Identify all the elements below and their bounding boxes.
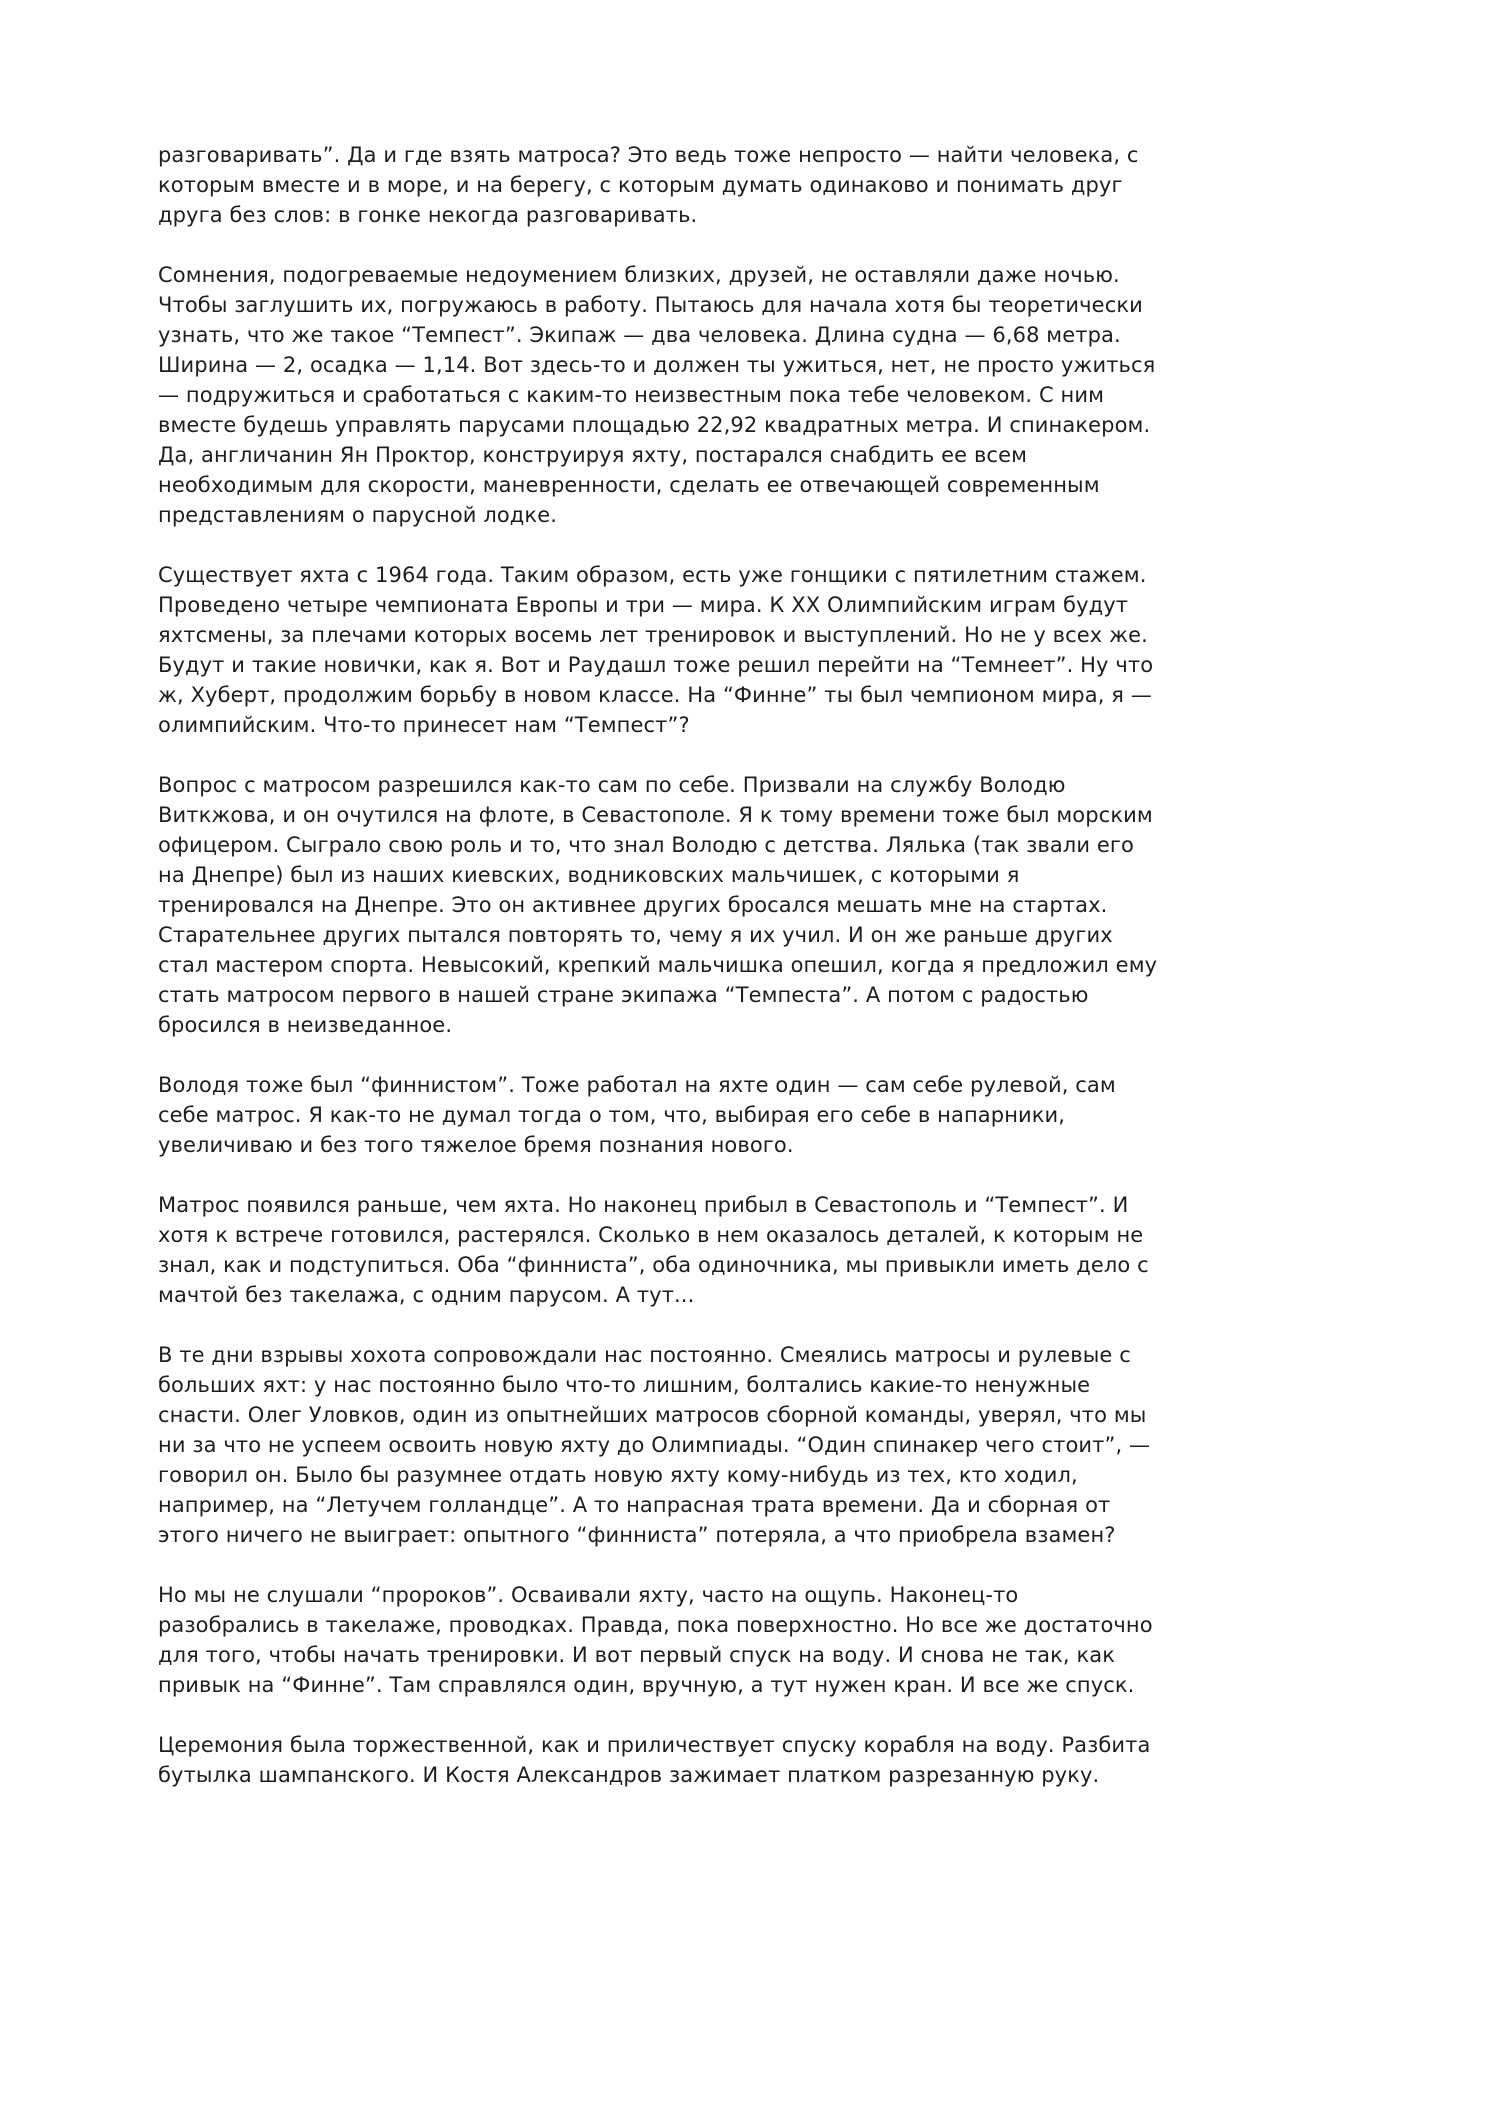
text-line: привык на “Финне”. Там справлялся один, вручную, а тут нужен кран. И все же спуск.	[158, 1673, 1135, 1697]
text-line: говорил он. Было бы разумнее отдать новую яхту кому-нибудь из тех, кто ходил,	[158, 1463, 1078, 1487]
paragraph	[158, 770, 1418, 1040]
text-line: узнать, что же такое “Темпест”. Экипаж — два человека. Длина судна — 6,68 метра.	[158, 323, 1121, 347]
text-line: стать матросом первого в нашей стране экипажа “Темпеста”. А потом с радостью	[158, 983, 1089, 1007]
text-line: вместе будешь управлять парусами площадью 22,92 квадратных метра. И спинакером.	[158, 413, 1151, 437]
text-line: Старательнее других пытался повторять то, чему я их учил. И он же раньше других	[158, 923, 1113, 947]
paragraph	[158, 260, 1418, 530]
paragraph	[158, 140, 1418, 230]
text-line: себе матрос. Я как-то не думал тогда о том, что, выбирая его себе в напарники,	[158, 1103, 1066, 1127]
text-line: хотя к встрече готовился, растерялся. Сколько в нем оказалось деталей, к которым не	[158, 1223, 1144, 1247]
text-line: которым вместе и в море, и на берегу, с которым думать одинаково и понимать друг	[158, 173, 1123, 197]
paragraph	[158, 1580, 1418, 1700]
paragraph	[158, 1340, 1418, 1550]
text-line: яхтсмены, за плечами которых восемь лет тренировок и выступлений. Но не у всех же.	[158, 623, 1148, 647]
text-line: разговаривать”. Да и где взять матроса? Это ведь тоже непросто — найти человека, с	[158, 143, 1139, 167]
text-line: представлениям о парусной лодке.	[158, 503, 557, 527]
text-line: бутылка шампанского. И Костя Александров зажимает платком разрезанную руку.	[158, 1763, 1100, 1787]
text-line: Ширина — 2, осадка — 1,14. Вот здесь-то и должен ты ужиться, нет, не просто ужиться	[158, 353, 1156, 377]
text-line: больших яхт: у нас постоянно было что-то лишним, болтались какие-то ненужные	[158, 1373, 1091, 1397]
text-line: например, на “Летучем голландце”. А то напрасная трата времени. Да и сборная от	[158, 1493, 1111, 1517]
text-line: знал, как и подступиться. Оба “финниста”, оба одиночника, мы привыкли иметь дело с	[158, 1253, 1149, 1277]
text-line: В те дни взрывы хохота сопровождали нас постоянно. Смеялись матросы и рулевые с	[158, 1343, 1131, 1367]
text-line: Проведено четыре чемпионата Европы и три — мира. К XX Олимпийским играм будут	[158, 593, 1129, 617]
text-line: на Днепре) был из наших киевских, водниковских мальчишек, с которыми я	[158, 863, 1020, 887]
text-line: Чтобы заглушить их, погружаюсь в работу. Пытаюсь для начала хотя бы теоретически	[158, 293, 1143, 317]
text-line: снасти. Олег Уловков, один из опытнейших матросов сборной команды, уверял, что мы	[158, 1403, 1147, 1427]
text-line: Да, англичанин Ян Проктор, конструируя яхту, постарался снабдить ее всем	[158, 443, 1028, 467]
text-line: тренировался на Днепре. Это он активнее других бросался мешать мне на стартах.	[158, 893, 1108, 917]
text-line: Матрос появился раньше, чем яхта. Но наконец прибыл в Севастополь и “Темпест”. И	[158, 1193, 1129, 1217]
text-line: олимпийским. Что-то принесет нам “Темпест”?	[158, 713, 690, 737]
text-line: разобрались в такелаже, проводках. Правда, пока поверхностно. Но все же достаточно	[158, 1613, 1153, 1637]
text-line: Будут и такие новички, как я. Вот и Раудашл тоже решил перейти на “Темнеет”. Ну что	[158, 653, 1154, 677]
text-line: друга без слов: в гонке некогда разговаривать.	[158, 203, 698, 227]
text-line: для того, чтобы начать тренировки. И вот первый спуск на воду. И снова не так, как	[158, 1643, 1116, 1667]
text-line: необходимым для скорости, маневренности, сделать ее отвечающей современным	[158, 473, 1100, 497]
paragraph	[158, 560, 1418, 740]
text-line: офицером. Сыграло свою роль и то, что знал Володю с детства. Лялька (так звали его	[158, 833, 1134, 857]
text-line: бросился в неизведанное.	[158, 1013, 453, 1037]
text-line: стал мастером спорта. Невысокий, крепкий мальчишка опешил, когда я предложил ему	[158, 953, 1158, 977]
text-line: Виткжова, и он очутился на флоте, в Севастополе. Я к тому времени тоже был морским	[158, 803, 1153, 827]
paragraph	[158, 1070, 1418, 1160]
text-line: ни за что не успеем освоить новую яхту до Олимпиады. “Один спинакер чего стоит”, —	[158, 1433, 1151, 1457]
text-line: Церемония была торжественной, как и приличествует спуску корабля на воду. Разбита	[158, 1733, 1151, 1757]
text-line: этого ничего не выиграет: опытного “финниста” потеряла, а что приобрела взамен?	[158, 1523, 1116, 1547]
text-line: Вопрос с матросом разрешился как-то сам по себе. Призвали на службу Володю	[158, 773, 1066, 797]
document-page	[158, 140, 1418, 1820]
text-line: — подружиться и сработаться с каким-то неизвестным пока тебе человеком. С ним	[158, 383, 1105, 407]
paragraph	[158, 1730, 1418, 1790]
text-line: ж, Хуберт, продолжим борьбу в новом классе. На “Финне” ты был чемпионом мира, я —	[158, 683, 1152, 707]
text-line: Существует яхта с 1964 года. Таким образом, есть уже гонщики с пятилетним стажем.	[158, 563, 1147, 587]
text-line: Но мы не слушали “пророков”. Осваивали яхту, часто на ощупь. Наконец-то	[158, 1583, 1019, 1607]
text-line: мачтой без такелажа, с одним парусом. А тут...	[158, 1283, 695, 1307]
paragraph	[158, 1190, 1418, 1310]
text-line: Володя тоже был “финнистом”. Тоже работал на яхте один — сам себе рулевой, сам	[158, 1073, 1116, 1097]
text-line: Сомнения, подогреваемые недоумением близких, друзей, не оставляли даже ночью.	[158, 263, 1120, 287]
text-line: увеличиваю и без того тяжелое бремя познания нового.	[158, 1133, 794, 1157]
